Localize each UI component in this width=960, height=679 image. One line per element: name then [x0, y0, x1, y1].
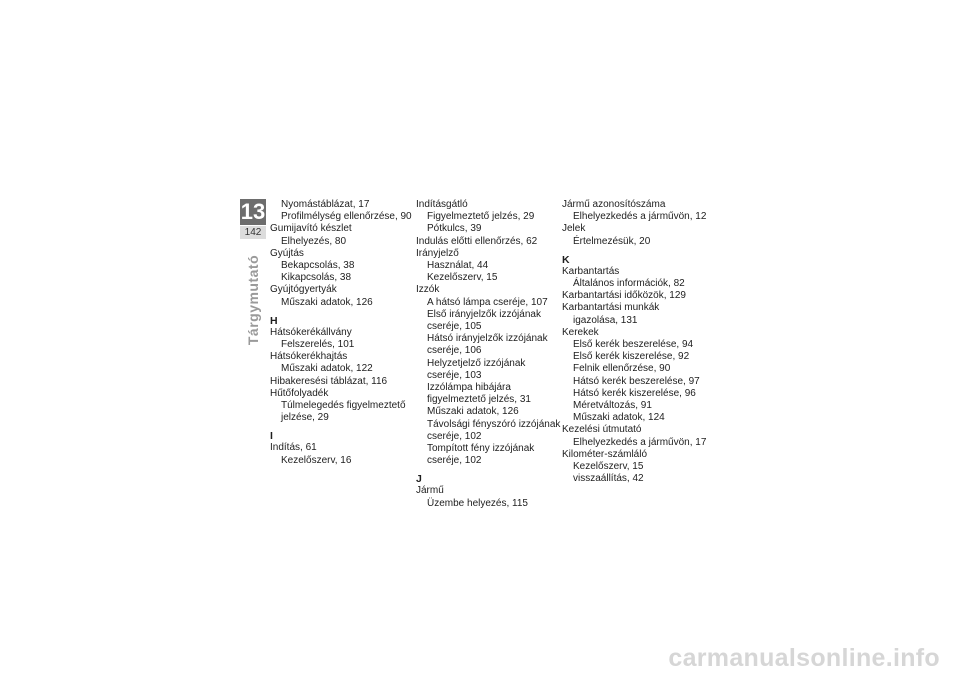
index-subentry: Üzembe helyezés, 115: [427, 497, 528, 509]
index-entry-continuation: cseréje, 103: [427, 369, 482, 381]
index-subentry: Elhelyezkedés a járművön, 17: [573, 436, 707, 448]
index-subentry: Általános információk, 82: [573, 278, 685, 290]
index-subentry: Túlmelegedés figyelmeztető: [281, 400, 406, 412]
index-subentry: Első irányjelzők izzójának: [427, 308, 541, 320]
section-title-text: Tárgymutató: [245, 254, 261, 346]
index-subentry: Műszaki adatok, 126: [427, 406, 519, 418]
index-subentry: Profilmélység ellenőrzése, 90: [281, 211, 412, 223]
index-subentry: Elhelyezkedés a járművön, 12: [573, 211, 707, 223]
index-subentry: Kezelőszerv, 15: [573, 461, 644, 473]
index-entry: Hűtőfolyadék: [270, 387, 329, 399]
index-subentry: Műszaki adatok, 126: [281, 296, 373, 308]
index-subentry: Hátsó kerék kiszerelése, 96: [573, 387, 696, 399]
index-entry: Kezelési útmutató: [562, 424, 642, 436]
index-subentry: Kezelőszerv, 16: [281, 454, 352, 466]
index-subentry: Kikapcsolás, 38: [281, 272, 352, 284]
chapter-number: 13: [240, 199, 266, 224]
index-subentry: Nyomástáblázat, 17: [281, 199, 370, 210]
index-subentry: Hátsó irányjelzők izzójának: [427, 333, 548, 345]
index-column-1: [270, 199, 420, 467]
index-entry-continuation: cseréje, 102: [427, 455, 482, 467]
page-number: 142: [240, 226, 266, 239]
index-subentry: Bekapcsolás, 38: [281, 260, 355, 272]
index-entry: Karbantartás: [562, 265, 620, 277]
index-subentry: Helyzetjelző izzójának: [427, 357, 526, 369]
index-subentry: Felszerelés, 101: [281, 339, 355, 351]
index-entry: Jármű: [416, 485, 444, 497]
index-subentry: Tompított fény izzójának: [427, 443, 535, 455]
index-subentry: Felnik ellenőrzése, 90: [573, 363, 671, 375]
index-entry: Kilométer-számláló: [562, 448, 648, 460]
index-entry: Karbantartási időközök, 129: [562, 290, 686, 302]
index-subentry: Használat, 44: [427, 260, 489, 272]
index-subentry: visszaállítás, 42: [573, 473, 644, 485]
index-entry: Indulás előtti ellenőrzés, 62: [416, 235, 538, 247]
index-subentry: A hátsó lámpa cseréje, 107: [427, 296, 548, 308]
index-subentry: Műszaki adatok, 124: [573, 412, 665, 424]
chapter-marker: [240, 199, 266, 240]
index-entry-continuation: cseréje, 105: [427, 321, 482, 333]
section-title: [238, 244, 268, 356]
index-entry-continuation: cseréje, 106: [427, 345, 482, 357]
index-entry: Jelek: [562, 223, 586, 235]
index-subentry: Kezelőszerv, 15: [427, 272, 498, 284]
index-subentry: Távolsági fényszóró izzójának: [427, 418, 561, 430]
index-entry: Karbantartási munkák: [562, 302, 660, 314]
index-subentry: Méretváltozás, 91: [573, 400, 652, 412]
index-subentry: Első kerék kiszerelése, 92: [573, 351, 690, 363]
index-column-2: [416, 199, 566, 510]
index-column-3: [562, 199, 712, 485]
index-entry-continuation: cseréje, 102: [427, 430, 482, 442]
index-subentry: Hátsó kerék beszerelése, 97: [573, 375, 700, 387]
index-entry: Jármű azonosítószáma: [562, 199, 666, 210]
watermark-text: carmanualsonline.info: [668, 644, 940, 672]
index-entry: Hátsókerékállvány: [270, 326, 352, 338]
index-subentry: Figyelmeztető jelzés, 29: [427, 211, 535, 223]
index-letter-heading: H: [270, 314, 278, 327]
index-subentry: Pótkulcs, 39: [427, 223, 482, 235]
index-entry: Hátsókerékhajtás: [270, 351, 348, 363]
index-entry: Gyújtógyertyák: [270, 284, 337, 296]
index-entry: Irányjelző: [416, 247, 459, 259]
index-entry: Gumijavító készlet: [270, 223, 352, 235]
index-subentry: Értelmezésük, 20: [573, 235, 651, 247]
index-entry: Kerekek: [562, 326, 599, 338]
index-letter-heading: I: [270, 430, 273, 443]
index-entry: Gyújtás: [270, 247, 304, 259]
index-subentry: Első kerék beszerelése, 94: [573, 339, 694, 351]
index-subentry: Elhelyezés, 80: [281, 235, 347, 247]
index-letter-heading: K: [562, 253, 570, 266]
index-subentry: Műszaki adatok, 122: [281, 363, 373, 375]
index-entry: Izzók: [416, 284, 440, 296]
index-subentry: igazolása, 131: [573, 314, 638, 326]
index-letter-heading: J: [416, 473, 422, 486]
index-entry: Indításgátló: [416, 199, 468, 210]
index-entry: Indítás, 61: [270, 442, 317, 454]
index-subentry: Izzólámpa hibájára: [427, 382, 511, 394]
index-entry-continuation: figyelmeztető jelzés, 31: [427, 394, 531, 406]
index-entry-continuation: jelzése, 29: [281, 412, 329, 424]
index-entry: Hibakeresési táblázat, 116: [270, 375, 388, 387]
